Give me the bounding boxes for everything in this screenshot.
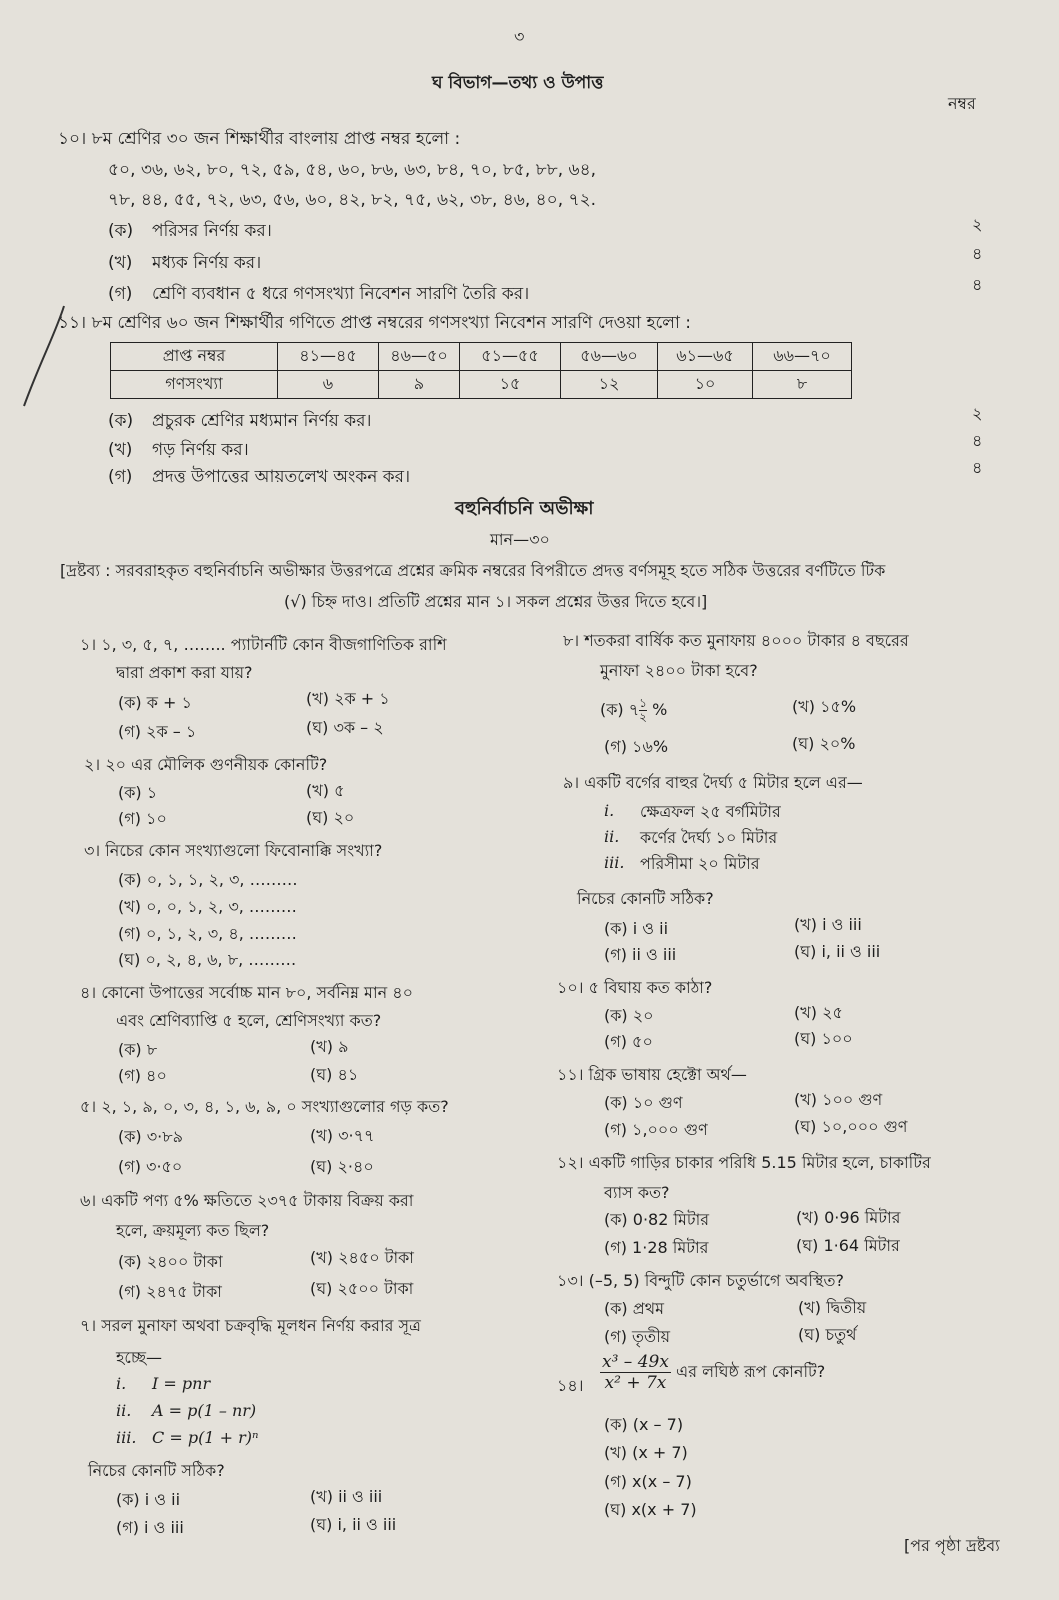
mcq13-line1: ১৩। (–5, 5) বিন্দুটি কোন চতুর্ভাগে অবস্থিত? — [557, 1271, 844, 1290]
q11-part-b-mark: ৪ — [972, 431, 983, 450]
table-row-classes — [111, 343, 852, 371]
mcq10-opt-a: (ক) ২০ — [604, 1006, 654, 1025]
mcq7-opt-a: (ক) i ও ii — [116, 1490, 181, 1509]
mcq7-item-iii-label: iii. — [116, 1428, 137, 1447]
mcq9-which: নিচের কোনটি সঠিক? — [577, 889, 714, 908]
mcq1-opt-a: (ক) ক + ১ — [118, 693, 192, 712]
q10-part-c-label: (গ) — [108, 284, 133, 304]
q11-part-c-mark: ৪ — [972, 458, 983, 477]
mcq4-opt-a: (ক) ৮ — [118, 1040, 158, 1059]
mcq7-opt-c: (গ) i ও iii — [116, 1518, 184, 1537]
mcq8-opt-d: (ঘ) ২০% — [792, 734, 856, 753]
table-cell-frequency: ৮ — [753, 371, 852, 399]
q11-part-a-text: প্রচুরক শ্রেণির মধ্যমান নির্ণয় কর। — [152, 411, 372, 431]
mcq6-opt-c: (গ) ২৪৭৫ টাকা — [118, 1282, 222, 1301]
q11-part-c-label: (গ) — [108, 467, 133, 487]
mcq6-line2: হলে, ক্রয়মূল্য কত ছিল? — [116, 1221, 270, 1240]
mcq8-opt-a-unit: % — [652, 700, 668, 719]
q10-part-b-mark: ৪ — [972, 244, 983, 263]
table-header-frequency: গণসংখ্যা — [111, 371, 278, 399]
mcq7-item-ii-text: A = p(1 – nr) — [152, 1401, 257, 1420]
q11-part-a-label: (ক) — [108, 411, 134, 431]
mcq2-opt-c: (গ) ১০ — [118, 809, 167, 828]
frequency-table — [110, 342, 852, 399]
mcq10-line1: ১০। ৫ বিঘায় কত কাঠা? — [557, 978, 713, 997]
mcq13-opt-c: (গ) তৃতীয় — [604, 1327, 671, 1346]
mcq8-opt-a-label: (ক) ৭ — [600, 700, 640, 719]
mcq7-opt-b: (খ) ii ও iii — [310, 1487, 383, 1506]
mcq3-opt-a: (ক) ০, ১, ১, ২, ৩, ……… — [118, 870, 298, 889]
table-header-marks: প্রাপ্ত নম্বর — [111, 343, 278, 371]
mcq9-item-ii-text: কর্ণের দৈর্ঘ্য ১০ মিটার — [640, 828, 778, 847]
mcq9-item-iii-label: iii. — [604, 853, 625, 872]
mcq11-opt-b: (খ) ১০০ গুণ — [794, 1090, 883, 1109]
mcq12-opt-d: (ঘ) 1·64 মিটার — [796, 1236, 900, 1255]
section-title: ঘ বিভাগ—তথ্য ও উপাত্ত — [432, 73, 604, 93]
mcq12-opt-c: (গ) 1·28 মিটার — [604, 1238, 709, 1257]
q11-part-b-label: (খ) — [108, 440, 133, 460]
mcq14-numerator: x³ – 49x — [602, 1352, 669, 1372]
mcq1-line1: ১। ১, ৩, ৫, ৭, …….. প্যাটার্নটি কোন বীজগাণিতিক রাশি — [80, 635, 447, 654]
q10-data-line1: ৫০, ৩৬, ৬২, ৮০, ৭২, ৫৯, ৫৪, ৬০, ৮৬, ৬৩, ৮৪, ৭০, ৮৫, ৮৮, ৬৪, — [108, 160, 597, 180]
mcq1-opt-b: (খ) ২ক + ১ — [306, 689, 390, 708]
table-cell-class: ৬১—৬৫ — [658, 343, 753, 371]
mcq-note-line1: [দ্রষ্টব্য : সরবরাহকৃত বহুনির্বাচনি অভীক্ষার উত্তরপত্রে প্রশ্নের ক্রমিক নম্বরের বিপরীতে প্রদত্ত বর্ণসমূহ হতে সঠিক উত্তরের বর্ণটিতে টিক — [60, 561, 886, 580]
mcq4-opt-b: (খ) ৯ — [310, 1037, 349, 1056]
mcq9-item-i-text: ক্ষেত্রফল ২৫ বর্গমিটার — [640, 802, 781, 821]
mcq13-opt-a: (ক) প্রথম — [604, 1299, 664, 1318]
mcq9-item-ii-label: ii. — [604, 827, 620, 846]
footer-continue: [পর পৃষ্ঠা দ্রষ্টব্য — [904, 1536, 1000, 1555]
mcq5-opt-c: (গ) ৩·৫০ — [118, 1157, 183, 1176]
q11-part-b-text: গড় নির্ণয় কর। — [152, 440, 249, 460]
table-cell-class: ৬৬—৭০ — [753, 343, 852, 371]
mcq11-opt-c: (গ) ১,০০০ গুণ — [604, 1120, 708, 1139]
mcq10-opt-b: (খ) ২৫ — [794, 1003, 843, 1022]
q10-part-a-text: পরিসর নির্ণয় কর। — [152, 221, 272, 241]
table-cell-class: ৫৬—৬০ — [561, 343, 658, 371]
table-row-frequencies — [111, 371, 852, 399]
mcq12-opt-a: (ক) 0·82 মিটার — [604, 1210, 710, 1229]
mcq9-opt-c: (গ) ii ও iii — [604, 945, 677, 964]
table-cell-class: ৪৬—৫০ — [379, 343, 460, 371]
mcq-marks: মান—৩০ — [490, 530, 550, 549]
mcq8-opt-a-numerator: ১ — [639, 696, 647, 710]
mcq4-opt-c: (গ) ৪০ — [118, 1066, 167, 1085]
mcq14-suffix: এর লঘিষ্ঠ রূপ কোনটি? — [676, 1362, 826, 1381]
mcq14-opt-a: (ক) (x – 7) — [604, 1415, 684, 1434]
mcq9-opt-b: (খ) i ও iii — [794, 915, 862, 934]
mcq10-opt-d: (ঘ) ১০০ — [794, 1029, 853, 1048]
mcq8-opt-a-fraction — [639, 697, 647, 724]
q10-part-b-label: (খ) — [108, 253, 133, 273]
table-cell-class: ৪১—৪৫ — [278, 343, 379, 371]
table-cell-frequency: ৯ — [379, 371, 460, 399]
mcq14-opt-c: (গ) x(x – 7) — [604, 1472, 692, 1491]
q11-part-c-text: প্রদত্ত উপাত্তের আয়তলেখ অংকন কর। — [152, 467, 411, 487]
mcq13-opt-b: (খ) দ্বিতীয় — [798, 1298, 867, 1317]
q10-stem: ১০। ৮ম শ্রেণির ৩০ জন শিক্ষার্থীর বাংলায় প্রাপ্ত নম্বর হলো : — [58, 129, 461, 149]
q10-data-line2: ৭৮, ৪৪, ৫৫, ৭২, ৬৩, ৫৬, ৬০, ৪২, ৮২, ৭৫, ৬২, ৩৮, ৪৬, ৪০, ৭২. — [108, 190, 597, 210]
mcq7-opt-d: (ঘ) i, ii ও iii — [310, 1515, 397, 1534]
mcq1-line2: দ্বারা প্রকাশ করা যায়? — [116, 663, 253, 682]
q10-part-a-label: (ক) — [108, 221, 134, 241]
mcq4-line2: এবং শ্রেণিব্যাপ্তি ৫ হলে, শ্রেণিসংখ্যা কত? — [116, 1011, 382, 1030]
mcq7-item-iii-text: C = p(1 + r)ⁿ — [152, 1428, 259, 1447]
mcq10-opt-c: (গ) ৫০ — [604, 1032, 653, 1051]
mcq11-opt-a: (ক) ১০ গুণ — [604, 1093, 683, 1112]
table-cell-frequency: ১৫ — [460, 371, 561, 399]
mcq8-line1: ৮। শতকরা বার্ষিক কত মুনাফায় ৪০০০ টাকার ৪ বছরের — [563, 631, 909, 650]
q10-part-a-mark: ২ — [972, 215, 983, 234]
mcq14-number: ১৪। — [557, 1376, 584, 1395]
mcq4-opt-d: (ঘ) ৪১ — [310, 1065, 359, 1084]
mcq7-line1: ৭। সরল মুনাফা অথবা চক্রবৃদ্ধি মূলধন নির্ণয় করার সূত্র — [80, 1316, 421, 1335]
mcq8-opt-c: (গ) ১৬% — [604, 737, 669, 756]
mcq5-opt-a: (ক) ৩·৮৯ — [118, 1127, 184, 1146]
mcq14-denominator: x² + 7x — [604, 1373, 667, 1393]
mcq1-opt-c: (গ) ২ক – ১ — [118, 722, 197, 741]
mcq12-line1: ১২। একটি গাড়ির চাকার পরিধি 5.15 মিটার হলে, চাকাটির — [557, 1153, 931, 1172]
mcq8-opt-a-denominator: ২ — [639, 710, 647, 724]
mcq2-opt-b: (খ) ৫ — [306, 781, 345, 800]
q10-part-c-text: শ্রেণি ব্যবধান ৫ ধরে গণসংখ্যা নিবেশন সারণি তৈরি কর। — [152, 284, 530, 304]
mcq-note-line2: (√) চিহ্ন দাও। প্রতিটি প্রশ্নের মান ১। সকল প্রশ্নের উত্তর দিতে হবে।] — [284, 592, 708, 611]
mcq12-line2: ব্যাস কত? — [604, 1183, 670, 1202]
mcq7-item-i-label: i. — [116, 1374, 127, 1393]
mcq14-expression — [600, 1352, 825, 1393]
mcq6-opt-b: (খ) ২৪৫০ টাকা — [310, 1248, 414, 1267]
mcq14-opt-b: (খ) (x + 7) — [604, 1443, 688, 1462]
mcq7-item-i-text: I = pnr — [152, 1374, 211, 1393]
q10-part-c-mark: ৪ — [972, 275, 983, 294]
table-cell-class: ৫১—৫৫ — [460, 343, 561, 371]
table-cell-frequency: ৬ — [278, 371, 379, 399]
mcq3-opt-b: (খ) ০, ০, ১, ২, ৩, ……… — [118, 897, 297, 916]
q10-part-b-text: মধ্যক নির্ণয় কর। — [152, 253, 262, 273]
marks-header: নম্বর — [948, 94, 976, 113]
mcq8-opt-b: (খ) ১৫% — [792, 697, 857, 716]
page-number: ৩ — [514, 27, 525, 46]
mcq13-opt-d: (ঘ) চতুর্থ — [798, 1325, 857, 1344]
q11-part-a-mark: ২ — [972, 404, 983, 423]
mcq11-line1: ১১। গ্রিক ভাষায় হেক্টো অর্থ— — [557, 1065, 747, 1084]
mcq6-opt-a: (ক) ২৪০০ টাকা — [118, 1252, 223, 1271]
mcq5-opt-b: (খ) ৩·৭৭ — [310, 1126, 375, 1145]
table-cell-frequency: ১০ — [658, 371, 753, 399]
mcq6-line1: ৬। একটি পণ্য ৫% ক্ষতিতে ২৩৭৫ টাকায় বিক্রয় করা — [80, 1191, 414, 1210]
mcq14-opt-d: (ঘ) x(x + 7) — [604, 1500, 697, 1519]
mcq11-opt-d: (ঘ) ১০,০০০ গুণ — [794, 1117, 908, 1136]
mcq9-item-iii-text: পরিসীমা ২০ মিটার — [640, 854, 760, 873]
mcq5-line1: ৫। ২, ১, ৯, ০, ৩, ৪, ১, ৬, ৯, ০ সংখ্যাগুলোর গড় কত? — [80, 1097, 449, 1116]
mcq9-opt-d: (ঘ) i, ii ও iii — [794, 942, 881, 961]
table-cell-frequency: ১২ — [561, 371, 658, 399]
mcq1-opt-d: (ঘ) ৩ক – ২ — [306, 718, 384, 737]
mcq3-line1: ৩। নিচের কোন সংখ্যাগুলো ফিবোনাক্কি সংখ্যা? — [84, 841, 383, 860]
mcq6-opt-d: (ঘ) ২৫০০ টাকা — [310, 1279, 414, 1298]
mcq3-opt-c: (গ) ০, ১, ২, ৩, ৪, ……… — [118, 924, 297, 943]
mcq5-opt-d: (ঘ) ২·৪০ — [310, 1157, 374, 1176]
mcq9-item-i-label: i. — [604, 801, 615, 820]
mcq2-opt-a: (ক) ১ — [118, 783, 158, 802]
mcq3-opt-d: (ঘ) ০, ২, ৪, ৬, ৮, ……… — [118, 950, 297, 969]
mcq2-opt-d: (ঘ) ২০ — [306, 808, 355, 827]
mcq9-opt-a: (ক) i ও ii — [604, 919, 669, 938]
mcq4-line1: ৪। কোনো উপাত্তের সর্বোচ্চ মান ৮০, সর্বনিম্ন মান ৪০ — [80, 983, 414, 1002]
mcq9-line1: ৯। একটি বর্গের বাহুর দৈর্ঘ্য ৫ মিটার হলে এর— — [563, 773, 863, 792]
mcq8-line2: মুনাফা ২৪০০ টাকা হবে? — [600, 661, 758, 680]
mcq14-fraction — [600, 1352, 671, 1393]
mcq2-line1: ২। ২০ এর মৌলিক গুণনীয়ক কোনটি? — [84, 755, 328, 774]
mcq12-opt-b: (খ) 0·96 মিটার — [796, 1208, 901, 1227]
mcq7-line2: হচ্ছে— — [116, 1348, 162, 1367]
q11-stem: ১১। ৮ম শ্রেণির ৬০ জন শিক্ষার্থীর গণিতে প্রাপ্ত নম্বরের গণসংখ্যা নিবেশন সারণি দেওয়া হলো : — [58, 313, 692, 333]
mcq8-opt-a — [600, 697, 667, 724]
mcq7-item-ii-label: ii. — [116, 1401, 132, 1420]
mcq-title: বহুনির্বাচনি অভীক্ষা — [455, 498, 594, 519]
mcq7-which: নিচের কোনটি সঠিক? — [88, 1461, 225, 1480]
